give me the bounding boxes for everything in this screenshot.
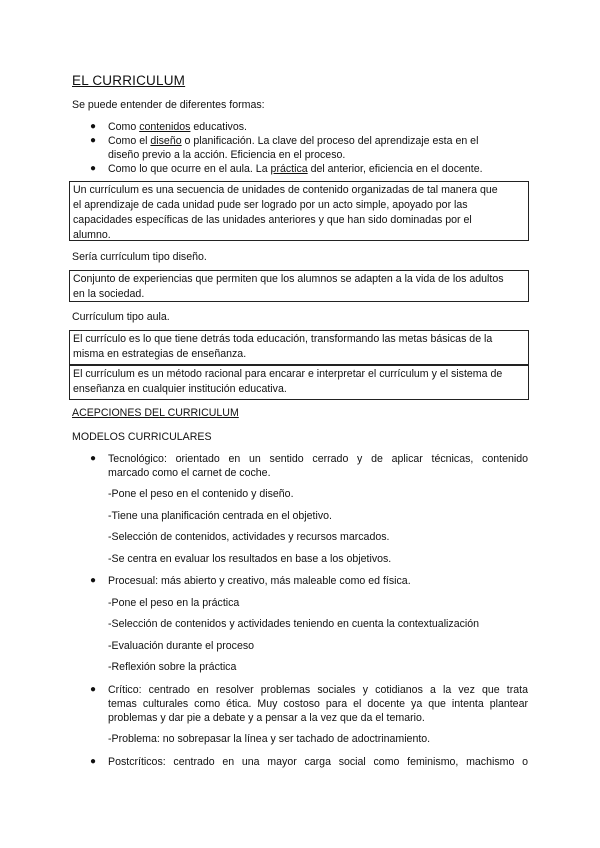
model-point: -Pone el peso en la práctica	[108, 597, 240, 609]
model-tecnologico: Tecnológico: orientado en un sentido cerrado y de aplicar técnicas, contenido	[108, 453, 528, 465]
type-classroom-text: Currículum tipo aula.	[72, 311, 170, 323]
model-point: -Tiene una planificación centrada en el objetivo.	[108, 510, 332, 522]
definition-box-2	[69, 270, 529, 302]
section-acepciones: ACEPCIONES DEL CURRICULUM	[72, 407, 239, 419]
list-item-diseno: Como el diseño o planificación. La clave del proceso del aprendizaje esta en el	[108, 135, 479, 147]
model-postcritico: Postcríticos: centrado en una mayor carga social como feminismo, machismo o	[108, 756, 528, 768]
type-design-text: Sería currículum tipo diseño.	[72, 251, 207, 263]
model-point: -Se centra en evaluar los resultados en base a los objetivos.	[108, 553, 392, 565]
model-critico: Crítico: centrado en resolver problemas sociales y cotidianos a la vez que trata	[108, 684, 528, 696]
list-item-contenidos: Como contenidos educativos.	[108, 121, 247, 133]
bullet-icon: ●	[90, 163, 97, 174]
model-point: -Reflexión sobre la práctica	[108, 661, 237, 673]
box-line: capacidades específicas de las unidades anteriores y que han sido dominadas por el	[73, 214, 472, 226]
box-line: en la sociedad.	[73, 288, 145, 300]
box-line: alumno.	[73, 229, 111, 241]
list-item-diseno-cont: diseño previo a la acción. Eficiencia en el proceso.	[108, 149, 346, 161]
bullet-icon: ●	[90, 135, 97, 146]
section-modelos: MODELOS CURRICULARES	[72, 431, 212, 443]
intro-text: Se puede entender de diferentes formas:	[72, 99, 265, 111]
model-tecnologico-cont: marcado como el carnet de coche.	[108, 467, 271, 479]
box-line: Un currículum es una secuencia de unidades de contenido organizadas de tal manera que	[73, 184, 498, 196]
box-line: enseñanza en cualquier institución educativa.	[73, 383, 287, 395]
definition-box-4	[69, 365, 529, 400]
page-title: EL CURRICULUM	[72, 73, 186, 88]
definition-box-3	[69, 330, 529, 365]
definition-box-1	[69, 181, 529, 241]
list-item-practica: Como lo que ocurre en el aula. La práctica del anterior, eficiencia en el docente.	[108, 163, 483, 175]
box-line: Conjunto de experiencias que permiten que los alumnos se adapten a la vida de los adultos	[73, 273, 504, 285]
model-point: -Selección de contenidos y actividades teniendo en cuenta la contextualización	[108, 618, 480, 630]
box-line: El currículo es lo que tiene detrás toda educación, transformando las metas básicas de la	[73, 333, 493, 345]
bullet-icon: ●	[90, 453, 97, 464]
model-point: -Selección de contenidos, actividades y recursos marcados.	[108, 531, 390, 543]
model-point: -Evaluación durante el proceso	[108, 640, 255, 652]
model-procesual: Procesual: más abierto y creativo, más maleable como ed física.	[108, 575, 411, 587]
model-point: -Problema: no sobrepasar la línea y ser tachado de adoctrinamiento.	[108, 733, 431, 745]
box-line: el aprendizaje de cada unidad pude ser logrado por un acto simple, apoyado por las	[73, 199, 468, 211]
model-critico-cont: problemas y dar pie a debate y a pensar a la vez que da el temario.	[108, 712, 425, 724]
model-point: -Pone el peso en el contenido y diseño.	[108, 488, 294, 500]
bullet-icon: ●	[90, 756, 97, 767]
model-critico-cont: temas culturales como ética. Muy costoso para el docente ya que intenta plantear	[108, 698, 528, 710]
box-line: misma en estrategias de enseñanza.	[73, 348, 247, 360]
bullet-icon: ●	[90, 684, 97, 695]
box-line: El currículum es un método racional para encarar e interpretar el currículum y el sistema de	[73, 368, 503, 380]
bullet-icon: ●	[90, 575, 97, 586]
bullet-icon: ●	[90, 121, 97, 132]
